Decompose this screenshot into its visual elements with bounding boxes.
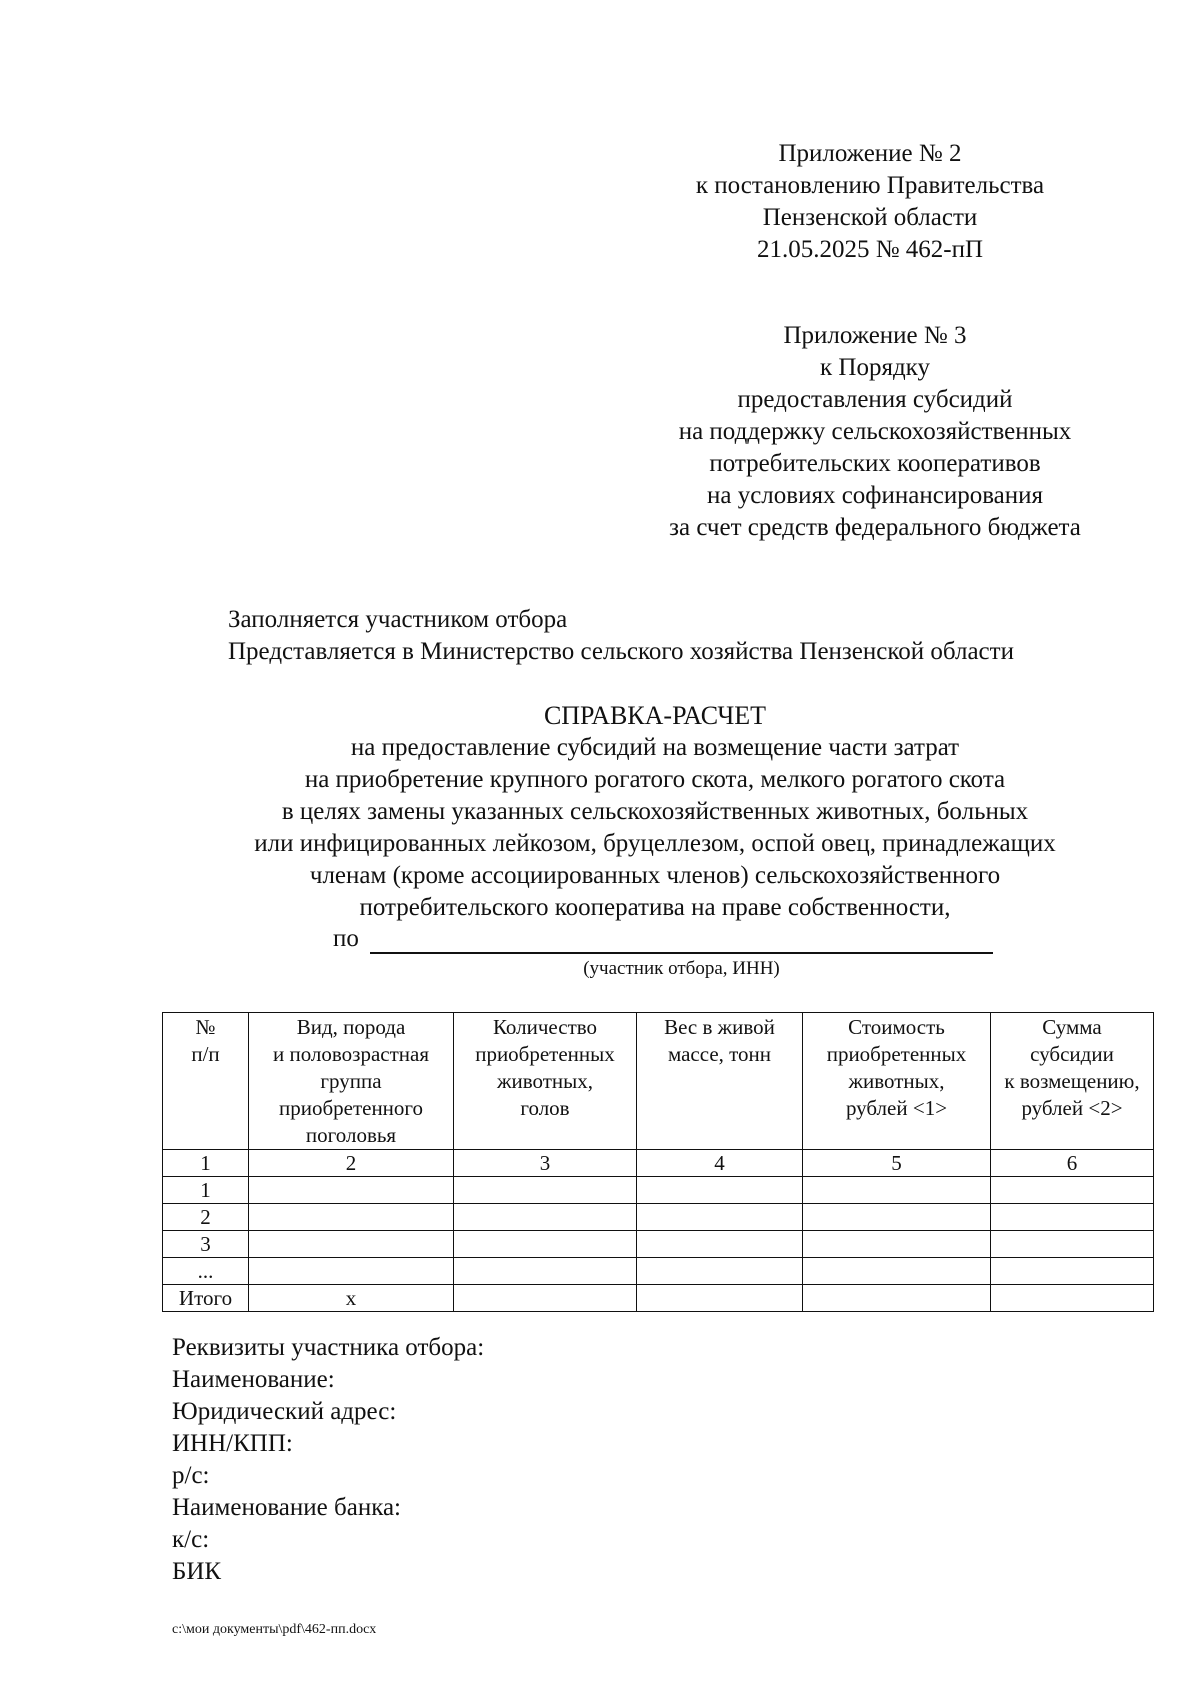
table-cell[interactable] <box>249 1231 454 1258</box>
table-cell[interactable] <box>637 1285 803 1312</box>
table-cell: Итого <box>163 1285 249 1312</box>
appendix-2-line: 21.05.2025 № 462-пП <box>756 236 984 263</box>
appendix-2-line: Приложение № 2 <box>778 140 962 167</box>
table-cell: 6 <box>991 1150 1154 1177</box>
po-label: по <box>333 925 359 952</box>
requisite-account: р/с: <box>172 1462 210 1489</box>
participant-requisites <box>172 1332 484 1588</box>
table-cell[interactable] <box>991 1231 1154 1258</box>
appendix-3-line: потребительских кооперативов <box>709 450 1041 477</box>
table-cell: 1 <box>163 1177 249 1204</box>
table-cell[interactable] <box>991 1177 1154 1204</box>
table-cell[interactable] <box>637 1231 803 1258</box>
table-cell[interactable] <box>454 1204 637 1231</box>
title-line: членам (кроме ассоциированных членов) сельскохозяйственного <box>309 862 1001 889</box>
title-line: на приобретение крупного рогатого скота, мелкого рогатого скота <box>304 766 1006 793</box>
requisite-bik: БИК <box>172 1558 222 1585</box>
title-line: или инфицированных лейкозом, бруцеллезом, оспой овец, принадлежащих <box>254 830 1056 857</box>
participant-caption: (участник отбора, ИНН) <box>583 958 780 979</box>
appendix-3-line: на поддержку сельскохозяйственных <box>678 418 1072 445</box>
table-row-column-numbers <box>163 1150 1154 1177</box>
header-subsidy-amount: Сумма субсидии к возмещению, рублей <2> <box>991 1013 1154 1150</box>
table-cell[interactable] <box>991 1258 1154 1285</box>
table-cell[interactable] <box>454 1231 637 1258</box>
table-row <box>163 1258 1154 1285</box>
appendix-3-header <box>630 320 1120 544</box>
calculation-table <box>162 1012 1154 1312</box>
table-cell[interactable] <box>637 1177 803 1204</box>
table-cell[interactable] <box>454 1177 637 1204</box>
title-line: в целях замены указанных сельскохозяйственных животных, больных <box>281 798 1029 825</box>
requisite-corr-account: к/с: <box>172 1526 210 1553</box>
table-cell[interactable] <box>249 1258 454 1285</box>
table-cell[interactable] <box>249 1177 454 1204</box>
footer-file-path: c:\мои документы\pdf\462-пп.docx <box>172 1622 377 1637</box>
table-cell: 1 <box>163 1150 249 1177</box>
table-cell: 5 <box>803 1150 991 1177</box>
table-row <box>163 1204 1154 1231</box>
appendix-3-line: за счет средств федерального бюджета <box>669 514 1081 541</box>
appendix-3-line: на условиях софинансирования <box>706 482 1044 509</box>
table-cell[interactable] <box>249 1204 454 1231</box>
table-cell[interactable] <box>803 1177 991 1204</box>
appendix-3-line: предоставления субсидий <box>737 386 1013 413</box>
table-cell[interactable] <box>803 1258 991 1285</box>
table-row <box>163 1177 1154 1204</box>
requisite-bank-name: Наименование банка: <box>172 1494 402 1521</box>
table-cell: 2 <box>249 1150 454 1177</box>
appendix-3-line: Приложение № 3 <box>783 322 967 349</box>
table-cell: 3 <box>163 1231 249 1258</box>
table-row <box>163 1231 1154 1258</box>
header-livestock-type: Вид, порода и половозрастная группа приобретенного поголовья <box>249 1013 454 1150</box>
appendix-2-line: к постановлению Правительства <box>695 172 1045 199</box>
table-cell[interactable] <box>637 1258 803 1285</box>
submission-notes <box>228 604 1014 668</box>
table-cell: 4 <box>637 1150 803 1177</box>
appendix-3-line: к Порядку <box>820 354 930 381</box>
header-quantity: Количество приобретенных животных, голов <box>454 1013 637 1150</box>
table-cell: х <box>249 1285 454 1312</box>
appendix-2-header <box>620 138 1120 266</box>
header-cost: Стоимость приобретенных животных, рублей <1> <box>803 1013 991 1150</box>
participant-fill-line[interactable] <box>370 952 993 954</box>
submitted-to-note: Представляется в Министерство сельского хозяйства Пензенской области <box>228 638 1014 665</box>
document-title-block <box>150 700 1160 924</box>
document-title: СПРАВКА-РАСЧЕТ <box>543 701 767 730</box>
appendix-2-line: Пензенской области <box>762 204 978 231</box>
table-cell[interactable] <box>803 1204 991 1231</box>
table-cell[interactable] <box>454 1258 637 1285</box>
table-cell[interactable] <box>803 1285 991 1312</box>
requisite-inn-kpp: ИНН/КПП: <box>172 1430 293 1457</box>
table-header-row <box>163 1013 1154 1150</box>
title-line: потребительского кооператива на праве собственности, <box>359 894 951 921</box>
table-cell[interactable] <box>991 1285 1154 1312</box>
table-cell[interactable] <box>637 1204 803 1231</box>
requisite-legal-address: Юридический адрес: <box>172 1398 397 1425</box>
requisites-heading: Реквизиты участника отбора: <box>172 1334 485 1361</box>
requisite-name: Наименование: <box>172 1366 335 1393</box>
table-cell: 2 <box>163 1204 249 1231</box>
table-cell[interactable] <box>454 1285 637 1312</box>
title-line: на предоставление субсидий на возмещение части затрат <box>350 734 960 761</box>
header-live-weight: Вес в живой массе, тонн <box>637 1013 803 1150</box>
table-cell[interactable] <box>803 1231 991 1258</box>
table-cell[interactable] <box>991 1204 1154 1231</box>
header-number: № п/п <box>163 1013 249 1150</box>
filled-by-note: Заполняется участником отбора <box>228 606 568 633</box>
table-row-total <box>163 1285 1154 1312</box>
table-cell: ... <box>163 1258 249 1285</box>
table-cell: 3 <box>454 1150 637 1177</box>
